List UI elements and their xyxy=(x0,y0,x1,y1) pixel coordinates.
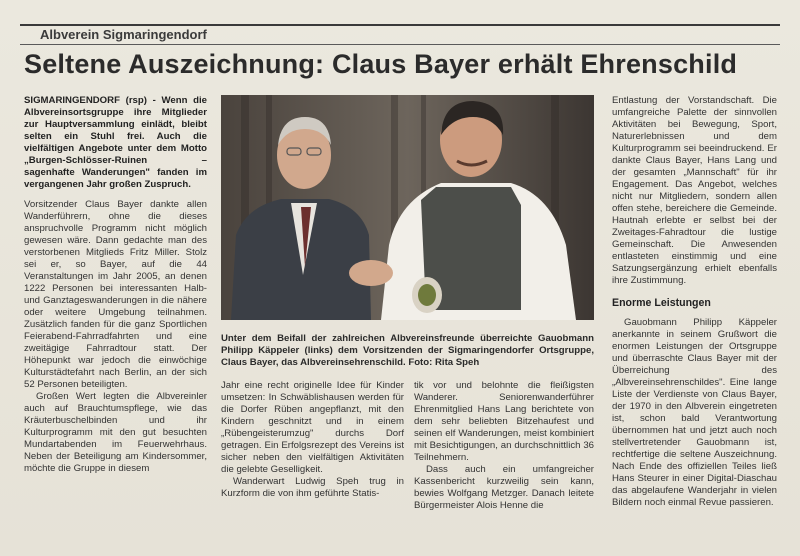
headline: Seltene Auszeichnung: Claus Bayer erhält Ehrenschild xyxy=(24,49,738,79)
body-paragraph: Entlastung der Vorstandschaft. Die umfangreiche Palette der sinnvollen Aktivitäten bei Bewegung, Sport, Naturerlebnissen und dem Kulturprogramm sei beeindruckend. Er dankte Claus Bayer, Hans Lang und der gesamten „Mannschaft" für ihr Engagement. Das Angebot, welches nicht nur Mitgliedern, sondern allen offen stehe, bereichere die Gemeinde. Hautnah erlebte er selbst bei der Zweitages-Fahradtour die lustige Gemeinschaft. Die Anwesenden entlasteten einstimmig und eine Satzungsergänzung erhielt ebenfalls ihre Zustimmung. xyxy=(612,95,777,286)
article-column-1 xyxy=(24,95,207,475)
article-column-4 xyxy=(612,95,777,509)
body-paragraph: Vorsitzender Claus Bayer dankte allen Wanderführern, ohne die dieses anspruchvolle Programm nicht möglich gewesen wäre. Dann gedachte man des verstorbenen Mitglieds Fritz Miller. Stolz sei er, so Bayer, auf die 44 Veranstaltungen im Jahr 2005, an denen 1222 Personen bei interessanten Halb- und Ganztageswanderungen in die nähere oder weitere Umgebung teilnahmen. Zusätzlich fanden für die ganz Sportlichen Feierabend-Fahrradfahrten und eine zweitägige Fahrradtour statt. Der Höhepunkt war jedoch die einwöchige Kulturstädtefahrt nach Berlin, an der sich 52 Personen beteiligten. xyxy=(24,199,207,390)
body-paragraph: Jahr eine recht originelle Idee für Kinder umsetzen: In Schwäblishausen werden für die Dorfer Rüben angepflanzt, mit den Kindern geschnitzt und in einem „Rübengeisterumzug" durchs Dorf getragen. Ein Erfolgsrezept des Vereins ist sicher neben den vielfältigen Aktivitäten die gelebte Geselligkeit. xyxy=(221,380,404,475)
kicker-rule xyxy=(20,44,780,45)
article-photo xyxy=(221,95,594,320)
top-rule xyxy=(20,24,780,26)
article-column-3 xyxy=(414,380,594,512)
subheading: Enorme Leistungen xyxy=(612,297,711,309)
lead-paragraph: SIGMARINGENDORF (rsp) - Wenn die Albvereinsortsgruppe ihre Mitglieder zur Hauptversammlung einlädt, bleibt selten ein Stuhl frei. Auch die vielfältigen Angebote unter dem Motto „Burgen-Schlösser-Ruinen – sagenhafte Wanderungen" fanden im vergangenen Jahr großen Zuspruch. xyxy=(24,95,207,190)
body-paragraph: Gauobmann Philipp Käppeler anerkannte in seinem Grußwort die enormen Leistungen der Ortsgruppe und überraschte Claus Bayer mit der Überreichung des „Albvereinsehrenschildes". Eine lange Liste der Verdienste von Claus Bayer, der 1970 in den Albverein eingetreten ist, schon bald Verantwortung übernommen hat und jetzt auch noch stellvertretender Gauobmann ist, rechtfertige die seltene Auszeichnung. Nach Ende des offiziellen Teiles ließ Hans Steurer in einer Digital-Diaschau das abgelaufene Wanderjahr in vielen Bildern noch einmal Revue passieren. xyxy=(612,317,777,508)
body-paragraph: Wanderwart Ludwig Speh trug in Kurzform die von ihm geführte Statis- xyxy=(221,476,404,499)
section-kicker: Albverein Sigmaringendorf xyxy=(40,27,207,42)
article-column-2 xyxy=(221,380,404,500)
body-paragraph: Großen Wert legten die Albvereinler auch auf Brauchtumspflege, wie das Kräuterbuschelbinden und ihr Kulturprogramm mit den gut besuchten Mundartabenden im Feuerwehrhaus. Neben der Beteiligung am Kindersommer, möchte die Gruppe in diesem xyxy=(24,391,207,474)
photo-illustration xyxy=(221,95,594,320)
body-paragraph: Dass auch ein umfangreicher Kassenbericht kurzweilig sein kann, bewies Wolfgang Metzger. Danach leitete Bürgermeister Alois Henne die xyxy=(414,464,594,511)
photo-caption: Unter dem Beifall der zahlreichen Albvereinsfreunde überreichte Gauobmann Philipp Käppeler (links) dem Vorsitzenden der Sigmaringendorfer Ortsgruppe, Claus Bayer, das Albvereinsehrenschild. Foto: Rita Speh xyxy=(221,333,594,368)
body-paragraph: tik vor und belohnte die fleißigsten Wanderer. Seniorenwanderführer Ehrenmitglied Hans Lang berichtete von dem sehr beliebten Bitzehaufest und seinen elf Wanderungen, meist kombiniert mit Besichtigungen, an durchschnittlich 36 Teilnehmern. xyxy=(414,380,594,463)
